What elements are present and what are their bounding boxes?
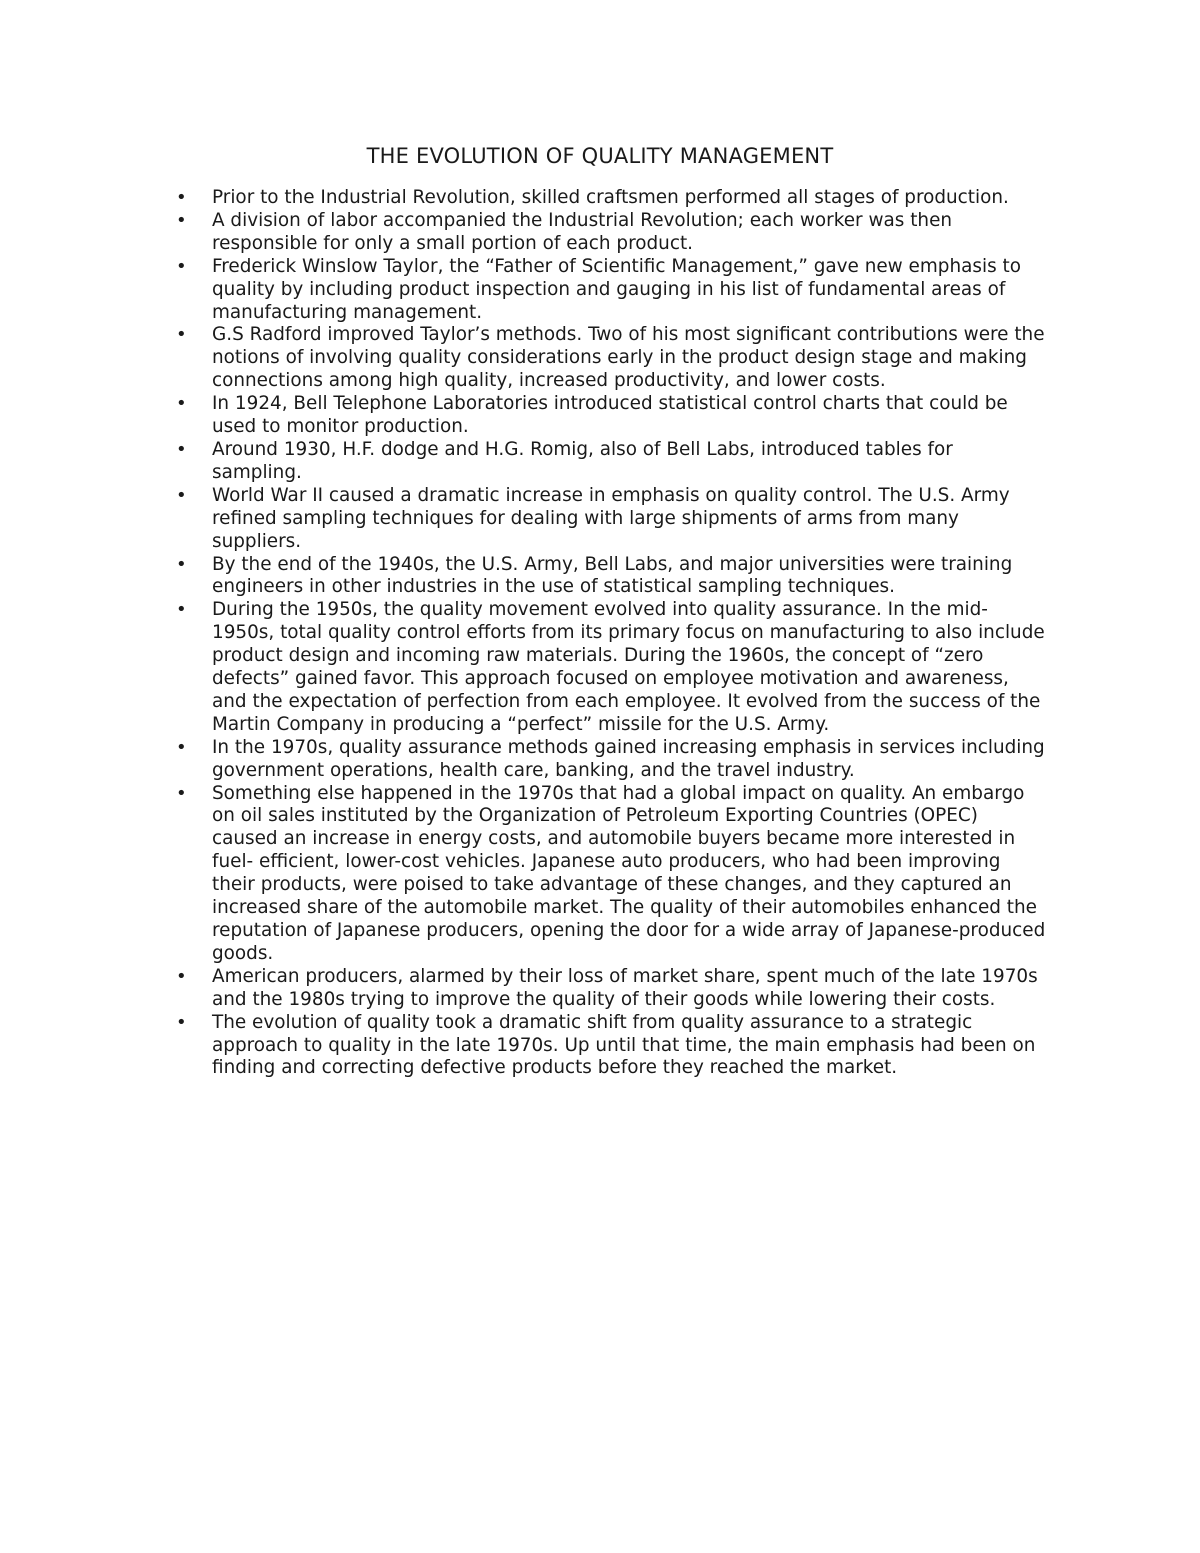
list-item (176, 439, 1046, 485)
list-item (176, 187, 1046, 210)
list-item (176, 1012, 1046, 1081)
bullet-icon: • (176, 209, 187, 231)
bullet-icon: • (176, 1011, 187, 1033)
bullet-icon: • (176, 255, 187, 277)
list-item (176, 599, 1046, 736)
bullet-icon: • (176, 187, 187, 208)
bullet-icon: • (176, 782, 187, 804)
list-item-text: The evolution of quality took a dramatic shift from quality assurance to a strategic approach to quality in the late 1970s. Up until that time, the main emphasis had been on finding and correcting defective products before they reached the market. (212, 1011, 1036, 1079)
bullet-list (176, 187, 1046, 1080)
list-item (176, 966, 1046, 1012)
list-item (176, 256, 1046, 325)
bullet-icon: • (176, 324, 187, 346)
list-item (176, 554, 1046, 600)
bullet-icon: • (176, 438, 187, 460)
list-item (176, 210, 1046, 256)
list-item (176, 324, 1046, 393)
list-item (176, 783, 1046, 966)
list-item-text: Something else happened in the 1970s that had a global impact on quality. An embargo on oil sales instituted by the Organization of Petroleum Exporting Countries (OPEC) caused an increase in energy costs, and automobile buyers became more interested in fuel- efficient, lower-cost vehicles. Japanese auto producers, who had been improving their products, were poised to take advantage of these changes, and they captured an increased share of the automobile market. The quality of their automobiles enhanced the reputation of Japanese producers, opening the door for a wide array of Japanese-produced goods. (212, 782, 1046, 964)
list-item-text: By the end of the 1940s, the U.S. Army, Bell Labs, and major universities were training engineers in other industries in the use of statistical sampling techniques. (212, 553, 1013, 598)
document-title: THE EVOLUTION OF QUALITY MANAGEMENT (366, 144, 834, 168)
list-item (176, 737, 1046, 783)
list-item-text: Prior to the Industrial Revolution, skilled craftsmen performed all stages of production. (212, 187, 1009, 208)
list-item-text: Around 1930, H.F. dodge and H.G. Romig, also of Bell Labs, introduced tables for sampling. (212, 438, 953, 483)
list-item-text: G.S Radford improved Taylor’s methods. Two of his most significant contributions were the notions of involving quality considerations early in the product design stage and making connections among high quality, increased productivity, and lower costs. (212, 324, 1045, 392)
bullet-icon: • (176, 736, 187, 758)
list-item-text: In 1924, Bell Telephone Laboratories introduced statistical control charts that could be used to monitor production. (212, 393, 1008, 438)
list-item-text: Frederick Winslow Taylor, the “Father of Scientific Management,” gave new emphasis to quality by including product inspection and gauging in his list of fundamental areas of manufacturing management. (212, 255, 1021, 323)
list-item (176, 485, 1046, 554)
list-item-text: During the 1950s, the quality movement evolved into quality assurance. In the mid-1950s, total quality control efforts from its primary focus on manufacturing to also include product design and incoming raw materials. During the 1960s, the concept of “zero defects” gained favor. This approach focused on employee motivation and awareness, and the expectation of perfection from each employee. It evolved from the success of the Martin Company in producing a “perfect” missile for the U.S. Army. (212, 599, 1045, 735)
bullet-icon: • (176, 484, 187, 506)
bullet-icon: • (176, 393, 187, 415)
bullet-icon: • (176, 553, 187, 575)
list-item-text: American producers, alarmed by their loss of market share, spent much of the late 1970s and the 1980s trying to improve the quality of their goods while lowering their costs. (212, 965, 1038, 1010)
list-item-text: A division of labor accompanied the Industrial Revolution; each worker was then responsible for only a small portion of each product. (212, 209, 953, 254)
list-item-text: World War II caused a dramatic increase in emphasis on quality control. The U.S. Army refined sampling techniques for dealing with large shipments of arms from many suppliers. (212, 484, 1010, 552)
list-item-text: In the 1970s, quality assurance methods gained increasing emphasis in services including government operations, health care, banking, and the travel industry. (212, 736, 1045, 781)
list-item (176, 393, 1046, 439)
bullet-icon: • (176, 965, 187, 987)
bullet-icon: • (176, 599, 187, 621)
